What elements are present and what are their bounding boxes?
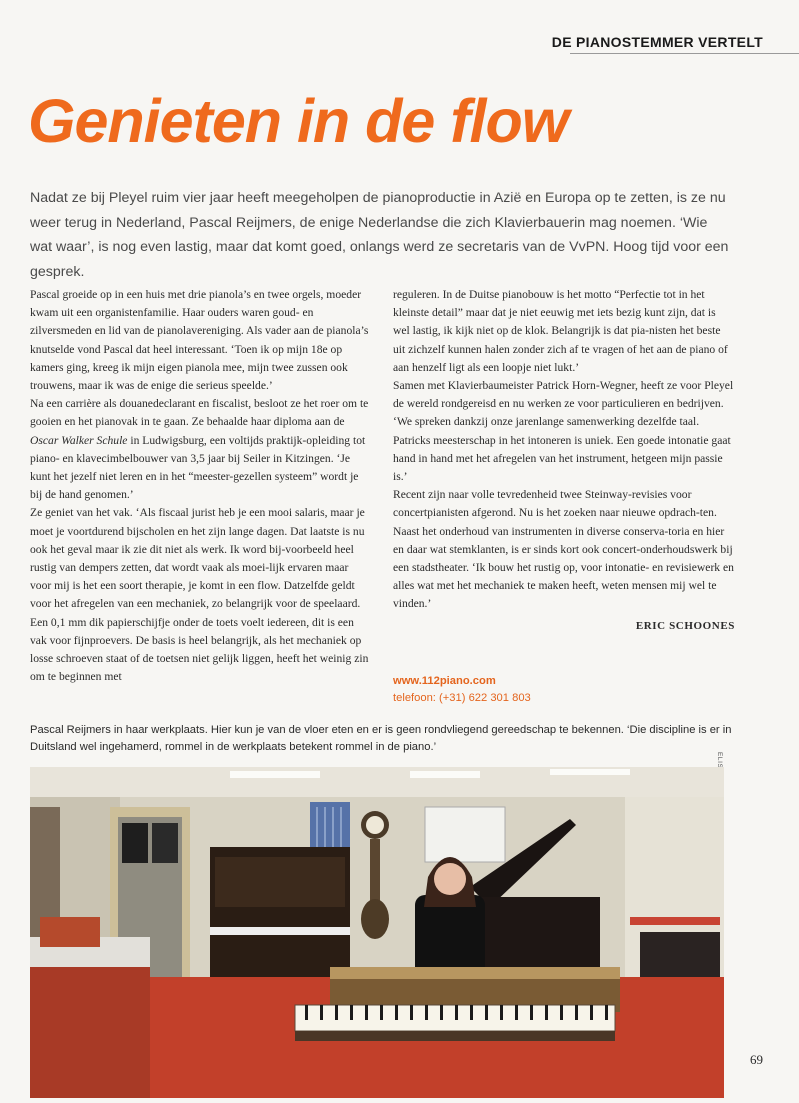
body-paragraph: Pascal groeide op in een huis met drie pianola’s en twee orgels, moeder kwam uit een organistenfamilie. Haar ouders waren goud- en zilversmeden en lid van de pianolavereniging. Als vader aan de pianola’s knutselde vond Pascal dat heel interessant. ‘Toen ik op mijn 18e op kamers ging, kreeg ik mijn eigen pianola mee, mijn twee zussen ook trouwens, maar ik was de enige die serieus speelde.’	[30, 288, 369, 393]
contact-block	[393, 673, 735, 707]
phone-number: telefoon: (+31) 622 301 803	[393, 691, 531, 704]
page-number: 69	[750, 1052, 763, 1067]
body-paragraph: Recent zijn naar volle tevredenheid twee Steinway-revisies voor concertpianisten afgerond. Nu is het zoeken naar nieuwe opdrach-ten. Naast het onderhoud van instrumenten in diverse conserva-toria en hier en daar wat stemklanten, is er sinds kort ook concert-onderhoudswerk bij een stadstheater. ‘Ik bouw het rustig op, voor intonatie- en revisiewerk en alles wat met het mechaniek te maken heeft, weten mensen mij wel te vinden.’	[393, 488, 734, 611]
body-text: Na een carrière als douanedeclarant en fiscalist, besloot ze het roer om te gooien en het pianovak in te gaan. Ze behaalde haar diploma aan de	[30, 397, 369, 429]
photo-person	[415, 895, 485, 979]
article-title: Genieten in de flow	[28, 87, 569, 155]
body-paragraph: Samen met Klavierbaumeister Patrick Horn-Wegner, heeft ze voor Pleyel de wereld rondgereisd en nu werken ze voor particulieren en bedrijven. ‘We spreken dankzij onze jarenlange samenwerking dezelfde taal. Patricks meesterschap in het intoneren is uniek. Een goede intonatie gaat hand in hand met het afregelen van het instrument, hetgeen mijn passie is.’	[393, 379, 734, 484]
photo-whiteboard	[425, 807, 505, 862]
workshop-photo	[30, 767, 724, 1098]
section-rule	[570, 53, 799, 54]
body-text: in Ludwigsburg, een voltijds praktijk-opleiding tot piano- en klavecimbelbouwer van 3,5 jaar bij Seiler in Kitzingen. ‘Je kunt het jezelf niet leren en in het “meester-gezellen systeem” wordt je bij de hand genomen.’	[30, 433, 366, 502]
article-lead: Nadat ze bij Pleyel ruim vier jaar heeft meegeholpen de pianoproductie in Azië en Europa op te zetten, is ze nu weer terug in Nederland, Pascal Reijmers, de enige Nederlandse die zich Klavierbauerin mag noemen. ‘Wie wat waar’, is nog even lastig, maar dat komt goed, onlangs werd ze secretaris van de VvPN. Hoog tijd voor een gesprek.	[30, 190, 729, 280]
body-column-left	[30, 286, 372, 686]
section-label: DE PIANOSTEMMER VERTELT	[551, 34, 763, 50]
author-byline: ERIC SCHOONES	[635, 619, 735, 632]
body-paragraph: reguleren. In de Duitse pianobouw is het motto “Perfectie tot in het kleinste detail” maar dat je niet eeuwig met iets bezig kunt zijn, dat is wel lastig, ik kijk niet op de klok. Belangrijk is dat pia-nisten het beste uit zichzelf kunnen halen zonder zich af te vragen of het aan de piano of aan henzelf ligt als een loopje niet lukt.’	[393, 288, 728, 374]
body-paragraph: Ze geniet van het vak. ‘Als fiscaal jurist heb je een mooi salaris, maar je moet je voortdurend bijscholen en het zijn lange dagen. Dat laatste is nu ook het geval maar ik zie dit niet als werk. Ik word bij-voorbeeld heel rustig van dempers zetten, dat wordt vaak als moei-lijk ervaren maar voor mij is het een soort therapie, je komt in een flow. Datzelfde geldt voor het afregelen van een mechaniek, zo belangrijk voor de speelaard. Een 0,1 mm dik papierschijfje onder de toets voelt iedereen, dit is een vak voor fijnproevers. De basis is heel belangrijk, als het mechaniek op losse schroeven staat of de toetsen niet gelijk liggen, heeft het weinig zin om te beginnen met	[30, 506, 369, 684]
website-link[interactable]: www.112piano.com	[393, 674, 496, 687]
photo-caption: Pascal Reijmers in haar werkplaats. Hier kun je van de vloer eten en er is geen rondvliegend gereedschap te bekennen. ‘Die discipline is er in Duitsland wel ingehamerd, rommel in de werkplaats betekent rommel in de piano.’	[30, 724, 732, 753]
school-name: Oscar Walker Schule	[30, 433, 128, 447]
body-column-right	[393, 286, 735, 707]
body-paragraph	[30, 395, 372, 504]
photo-grand-piano	[470, 897, 600, 967]
